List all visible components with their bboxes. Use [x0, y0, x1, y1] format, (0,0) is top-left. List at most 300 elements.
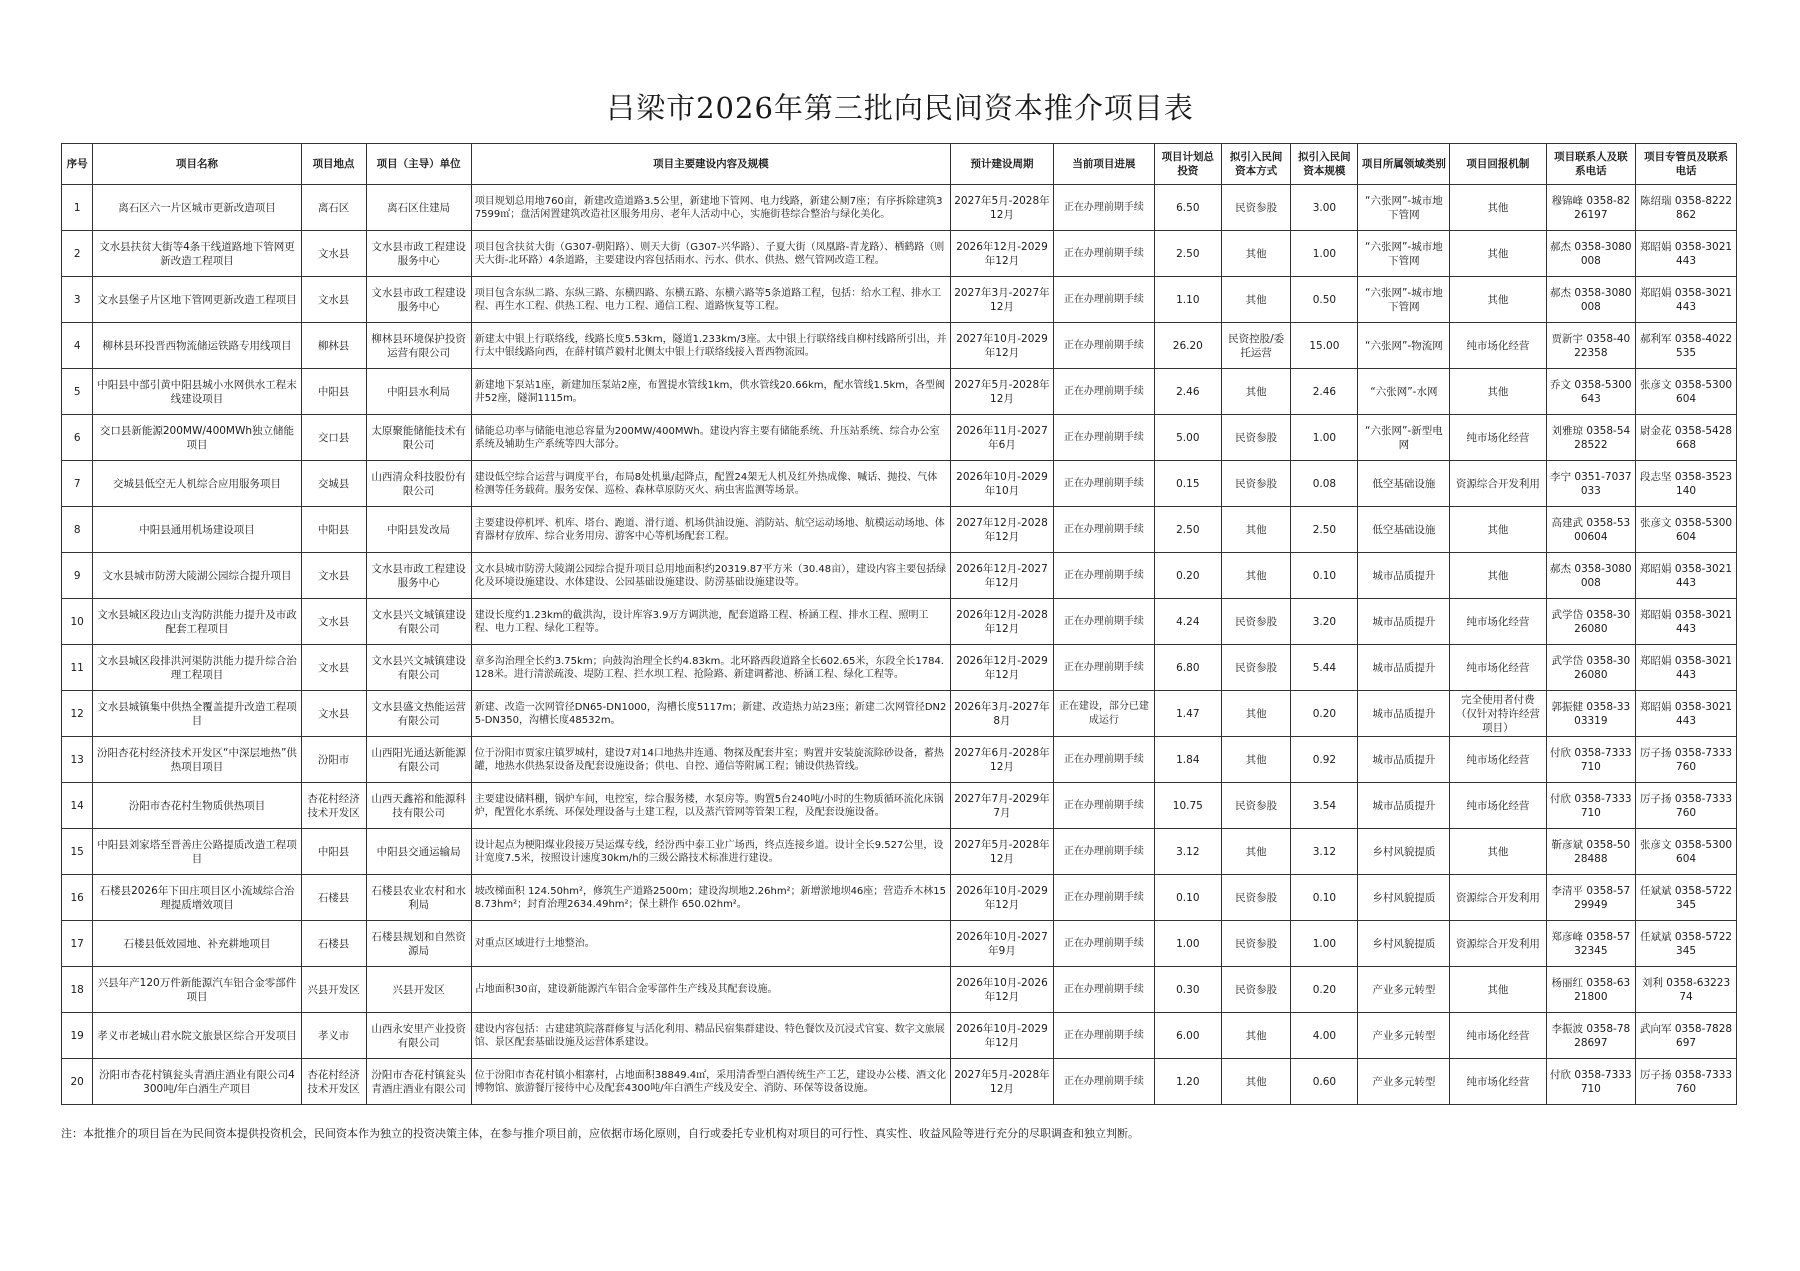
- header-index: 序号: [62, 144, 93, 185]
- cell-manager: 郑昭娟 0358-3021443: [1636, 599, 1737, 645]
- cell-field: 产业多元转型: [1358, 1013, 1450, 1059]
- table-row: [62, 323, 1737, 369]
- header-manager: 项目专管员及联系电话: [1636, 144, 1737, 185]
- cell-manager: 郑昭娟 0358-3021443: [1636, 231, 1737, 277]
- cell-lead-unit: 石楼县规划和自然资源局: [366, 921, 471, 967]
- cell-location: 交口县: [301, 415, 366, 461]
- cell-content: 坡改梯面积 124.50hm²，修筑生产道路2500m；建设沟坝地2.26hm²；新增淤地坝46座；营造乔木林158.73hm²；封育治理2634.49hm²；保土耕作 650.02hm²。: [471, 875, 950, 921]
- cell-return: 完全使用者付费（仅针对特许经营项目）: [1450, 691, 1546, 737]
- cell-lead-unit: 离石区住建局: [366, 185, 471, 231]
- cell-content: 储能总功率与储能电池总容量为200MW/400MWh。建设内容主要有储能系统、升压站系统、综合办公室系统及辅助生产系统等四大部分。: [471, 415, 950, 461]
- cell-field: “六张网”-水网: [1358, 369, 1450, 415]
- cell-return: 纯市场化经营: [1450, 737, 1546, 783]
- cell-manager: 厉子扬 0358-7333760: [1636, 1059, 1737, 1105]
- cell-location: 文水县: [301, 277, 366, 323]
- cell-manager: 厉子扬 0358-7333760: [1636, 737, 1737, 783]
- cell-contact: 高建武 0358-5300604: [1546, 507, 1636, 553]
- cell-return: 其他: [1450, 507, 1546, 553]
- cell-field: 城市品质提升: [1358, 691, 1450, 737]
- cell-manager: 郑昭娟 0358-3021443: [1636, 691, 1737, 737]
- cell-index: 17: [62, 921, 93, 967]
- table-row: [62, 1013, 1737, 1059]
- cell-field: 低空基础设施: [1358, 461, 1450, 507]
- cell-lead-unit: 太原聚能储能技术有限公司: [366, 415, 471, 461]
- cell-index: 15: [62, 829, 93, 875]
- cell-index: 12: [62, 691, 93, 737]
- cell-progress: 正在办理前期手续: [1053, 737, 1154, 783]
- cell-project-name: 汾阳市杏花村生物质供热项目: [93, 783, 301, 829]
- cell-lead-unit: 文水县市政工程建设服务中心: [366, 277, 471, 323]
- cell-progress: 正在办理前期手续: [1053, 1059, 1154, 1105]
- cell-manager: 武向军 0358-7828697: [1636, 1013, 1737, 1059]
- cell-index: 13: [62, 737, 93, 783]
- cell-manager: 厉子扬 0358-7333760: [1636, 783, 1737, 829]
- cell-return: 其他: [1450, 277, 1546, 323]
- cell-progress: 正在办理前期手续: [1053, 185, 1154, 231]
- cell-capital-scale: 3.20: [1291, 599, 1358, 645]
- cell-period: 2027年5月-2028年12月: [950, 1059, 1053, 1105]
- cell-project-name: 孝义市老城山君水院文旅景区综合开发项目: [93, 1013, 301, 1059]
- cell-manager: 郝利军 0358-4022535: [1636, 323, 1737, 369]
- cell-lead-unit: 柳林县环境保护投资运营有限公司: [366, 323, 471, 369]
- cell-content: 文水县城市防涝大陵湖公园综合提升项目总用地面积约20319.87平方米（30.48亩），建设内容主要包括绿化及环境设施建设、水体建设、公园基础设施建设、防涝基础设施建设等。: [471, 553, 950, 599]
- cell-capital-scale: 3.00: [1291, 185, 1358, 231]
- cell-lead-unit: 文水县兴文城镇建设有限公司: [366, 645, 471, 691]
- header-period: 预计建设周期: [950, 144, 1053, 185]
- cell-period: 2026年12月-2027年12月: [950, 553, 1053, 599]
- cell-index: 9: [62, 553, 93, 599]
- cell-location: 杏花村经济技术开发区: [301, 783, 366, 829]
- cell-capital-scale: 1.00: [1291, 415, 1358, 461]
- cell-index: 8: [62, 507, 93, 553]
- cell-manager: 郑昭娟 0358-3021443: [1636, 277, 1737, 323]
- table-row: [62, 967, 1737, 1013]
- cell-contact: 付欣 0358-7333710: [1546, 783, 1636, 829]
- cell-contact: 郭振健 0358-3303319: [1546, 691, 1636, 737]
- header-capital-method: 拟引入民间资本方式: [1221, 144, 1290, 185]
- cell-capital-method: 其他: [1221, 369, 1290, 415]
- cell-project-name: 中阳县刘家塔至晋善庄公路提质改造工程项目: [93, 829, 301, 875]
- cell-period: 2027年5月-2028年12月: [950, 369, 1053, 415]
- cell-lead-unit: 汾阳市杏花村镇瓮头青酒庄酒业有限公司: [366, 1059, 471, 1105]
- cell-project-name: 文水县堡子片区地下管网更新改造工程项目: [93, 277, 301, 323]
- cell-progress: 正在建设，部分已建成运行: [1053, 691, 1154, 737]
- cell-manager: 刘利 0358-6322374: [1636, 967, 1737, 1013]
- cell-period: 2026年10月-2029年12月: [950, 1013, 1053, 1059]
- cell-progress: 正在办理前期手续: [1053, 277, 1154, 323]
- cell-progress: 正在办理前期手续: [1053, 783, 1154, 829]
- header-capital-scale: 拟引入民间资本规模: [1291, 144, 1358, 185]
- cell-progress: 正在办理前期手续: [1053, 599, 1154, 645]
- cell-lead-unit: 文水县盛文热能运营有限公司: [366, 691, 471, 737]
- cell-field: 产业多元转型: [1358, 1059, 1450, 1105]
- cell-contact: 刘雅琼 0358-5428522: [1546, 415, 1636, 461]
- cell-content: 建设低空综合运营与调度平台，布局8处机巢/起降点，配置24架无人机及红外热成像、喊话、抛投、气体检测等任务载荷。服务安保、巡检、森林草原防灭火、病虫害监测等场景。: [471, 461, 950, 507]
- cell-manager: 张彦文 0358-5300604: [1636, 507, 1737, 553]
- header-lead-unit: 项目（主导）单位: [366, 144, 471, 185]
- cell-lead-unit: 文水县市政工程建设服务中心: [366, 231, 471, 277]
- cell-progress: 正在办理前期手续: [1053, 645, 1154, 691]
- cell-location: 杏花村经济技术开发区: [301, 1059, 366, 1105]
- table-row: [62, 1059, 1737, 1105]
- cell-progress: 正在办理前期手续: [1053, 507, 1154, 553]
- cell-investment: 1.20: [1154, 1059, 1221, 1105]
- cell-capital-scale: 1.00: [1291, 231, 1358, 277]
- cell-investment: 6.80: [1154, 645, 1221, 691]
- cell-location: 离石区: [301, 185, 366, 231]
- cell-contact: 郝杰 0358-3080008: [1546, 553, 1636, 599]
- header-location: 项目地点: [301, 144, 366, 185]
- cell-contact: 郑彦峰 0358-5732345: [1546, 921, 1636, 967]
- cell-progress: 正在办理前期手续: [1053, 415, 1154, 461]
- cell-field: 城市品质提升: [1358, 599, 1450, 645]
- cell-investment: 0.15: [1154, 461, 1221, 507]
- cell-progress: 正在办理前期手续: [1053, 967, 1154, 1013]
- cell-return: 纯市场化经营: [1450, 323, 1546, 369]
- cell-field: “六张网”-城市地下管网: [1358, 231, 1450, 277]
- cell-capital-scale: 3.54: [1291, 783, 1358, 829]
- cell-content: 新建太中银上行联络线，线路长度5.53km，隧道1.233km/3座。太中银上行联络线自柳村线路所引出，并行太中银线路向西，在薛村镇芦毅村北侧太中银上行联络线接入晋西物流园。: [471, 323, 950, 369]
- cell-progress: 正在办理前期手续: [1053, 553, 1154, 599]
- cell-lead-unit: 文水县兴文城镇建设有限公司: [366, 599, 471, 645]
- cell-content: 项目规划总用地760亩，新建改造道路3.5公里，新建地下管网、电力线路，新建公厕7座；有序拆除建筑37599㎡；盘活闲置建筑改造社区服务用房、老年人活动中心，实施街巷综合整治与绿化美化。: [471, 185, 950, 231]
- cell-project-name: 石楼县低效园地、补充耕地项目: [93, 921, 301, 967]
- cell-period: 2026年10月-2026年12月: [950, 967, 1053, 1013]
- cell-return: 纯市场化经营: [1450, 645, 1546, 691]
- cell-content: 建设长度约1.23km的截洪沟，设计库容3.9万方调洪池，配套道路工程、桥涵工程、排水工程、照明工程、电力工程、绿化工程等。: [471, 599, 950, 645]
- cell-project-name: 文水县城区段排洪河渠防洪能力提升综合治理工程项目: [93, 645, 301, 691]
- cell-lead-unit: 山西清众科技股份有限公司: [366, 461, 471, 507]
- cell-contact: 郝杰 0358-3080008: [1546, 231, 1636, 277]
- project-table: [61, 143, 1737, 1105]
- cell-investment: 4.24: [1154, 599, 1221, 645]
- cell-progress: 正在办理前期手续: [1053, 461, 1154, 507]
- cell-manager: 尉金花 0358-5428668: [1636, 415, 1737, 461]
- cell-contact: 靳彦斌 0358-5028488: [1546, 829, 1636, 875]
- cell-content: 新建、改造一次网管径DN65-DN1000，沟槽长度5117m；新建、改造热力站23座；新建二次网管径DN25-DN350，沟槽长度48532m。: [471, 691, 950, 737]
- footnote: 注：本批推介的项目旨在为民间资本提供投资机会，民间资本作为独立的投资决策主体，在参与推介项目前，应依据市场化原则，自行或委托专业机构对项目的可行性、真实性、收益风险等进行充分的尽职调查和独立判断。: [61, 1127, 1139, 1140]
- cell-manager: 张彦文 0358-5300604: [1636, 369, 1737, 415]
- cell-capital-method: 其他: [1221, 277, 1290, 323]
- table-row: [62, 553, 1737, 599]
- cell-capital-method: 其他: [1221, 507, 1290, 553]
- cell-index: 2: [62, 231, 93, 277]
- cell-capital-scale: 2.46: [1291, 369, 1358, 415]
- cell-lead-unit: 山西天鑫裕和能源科技有限公司: [366, 783, 471, 829]
- cell-return: 其他: [1450, 829, 1546, 875]
- cell-capital-method: 其他: [1221, 1013, 1290, 1059]
- cell-location: 文水县: [301, 553, 366, 599]
- cell-field: 产业多元转型: [1358, 967, 1450, 1013]
- cell-period: 2026年11月-2027年6月: [950, 415, 1053, 461]
- cell-project-name: 汾阳市杏花村镇瓮头青酒庄酒业有限公司4300吨/年白酒生产项目: [93, 1059, 301, 1105]
- table-row: [62, 691, 1737, 737]
- cell-project-name: 文水县扶贫大街等4条干线道路地下管网更新改造工程项目: [93, 231, 301, 277]
- cell-manager: 郑昭娟 0358-3021443: [1636, 553, 1737, 599]
- cell-investment: 3.12: [1154, 829, 1221, 875]
- cell-location: 交城县: [301, 461, 366, 507]
- cell-location: 文水县: [301, 691, 366, 737]
- cell-manager: 郑昭娟 0358-3021443: [1636, 645, 1737, 691]
- cell-contact: 李清平 0358-5729949: [1546, 875, 1636, 921]
- cell-capital-scale: 0.20: [1291, 967, 1358, 1013]
- table-row: [62, 829, 1737, 875]
- cell-investment: 5.00: [1154, 415, 1221, 461]
- cell-lead-unit: 中阳县水利局: [366, 369, 471, 415]
- table-row: [62, 415, 1737, 461]
- cell-contact: 付欣 0358-7333710: [1546, 737, 1636, 783]
- cell-return: 纯市场化经营: [1450, 415, 1546, 461]
- cell-location: 中阳县: [301, 507, 366, 553]
- cell-index: 16: [62, 875, 93, 921]
- cell-manager: 任斌斌 0358-5722345: [1636, 875, 1737, 921]
- cell-investment: 0.30: [1154, 967, 1221, 1013]
- cell-capital-method: 民资参股: [1221, 921, 1290, 967]
- cell-lead-unit: 石楼县农业农村和水利局: [366, 875, 471, 921]
- cell-period: 2026年10月-2029年12月: [950, 875, 1053, 921]
- cell-lead-unit: 中阳县发改局: [366, 507, 471, 553]
- cell-capital-scale: 0.60: [1291, 1059, 1358, 1105]
- cell-lead-unit: 文水县市政工程建设服务中心: [366, 553, 471, 599]
- cell-investment: 26.20: [1154, 323, 1221, 369]
- cell-period: 2026年12月-2028年12月: [950, 599, 1053, 645]
- cell-contact: 穆锦峰 0358-8226197: [1546, 185, 1636, 231]
- table-row: [62, 645, 1737, 691]
- cell-project-name: 文水县城区段边山支沟防洪能力提升及市政配套工程项目: [93, 599, 301, 645]
- cell-return: 其他: [1450, 369, 1546, 415]
- cell-progress: 正在办理前期手续: [1053, 323, 1154, 369]
- table-body: [62, 185, 1737, 1105]
- cell-return: 其他: [1450, 185, 1546, 231]
- cell-capital-scale: 3.12: [1291, 829, 1358, 875]
- cell-manager: 陈绍瑞 0358-8222862: [1636, 185, 1737, 231]
- cell-contact: 李宁 0351-7037033: [1546, 461, 1636, 507]
- cell-capital-scale: 4.00: [1291, 1013, 1358, 1059]
- cell-capital-scale: 0.10: [1291, 553, 1358, 599]
- table-row: [62, 507, 1737, 553]
- cell-manager: 段志坚 0358-3523140: [1636, 461, 1737, 507]
- cell-capital-method: 民资参股: [1221, 415, 1290, 461]
- cell-field: “六张网”-城市地下管网: [1358, 185, 1450, 231]
- table-row: [62, 875, 1737, 921]
- cell-return: 资源综合开发利用: [1450, 921, 1546, 967]
- header-progress: 当前项目进展: [1053, 144, 1154, 185]
- cell-index: 5: [62, 369, 93, 415]
- cell-period: 2027年3月-2027年12月: [950, 277, 1053, 323]
- header-project-name: 项目名称: [93, 144, 301, 185]
- cell-capital-method: 民资参股: [1221, 875, 1290, 921]
- cell-investment: 6.00: [1154, 1013, 1221, 1059]
- cell-capital-scale: 15.00: [1291, 323, 1358, 369]
- cell-content: 新建地下泵站1座，新建加压泵站2座，布置提水管线1km，供水管线20.66km，配水管线1.5km，各型阀井52座，隧洞1115m。: [471, 369, 950, 415]
- cell-content: 建设内容包括：古建建筑院落群修复与活化利用、精品民宿集群建设、特色餐饮及沉浸式官宴、数字文旅展馆、景区配套基础设施及运营体系建设。: [471, 1013, 950, 1059]
- cell-investment: 6.50: [1154, 185, 1221, 231]
- cell-content: 项目包含东纵二路、东纵三路、东横四路、东横五路、东横六路等5条道路工程，包括：给水工程、排水工程、再生水工程、供热工程、电力工程、通信工程、道路恢复等工程。: [471, 277, 950, 323]
- cell-contact: 付欣 0358-7333710: [1546, 1059, 1636, 1105]
- cell-location: 中阳县: [301, 369, 366, 415]
- cell-contact: 杨丽红 0358-6321800: [1546, 967, 1636, 1013]
- cell-field: 城市品质提升: [1358, 553, 1450, 599]
- cell-capital-scale: 5.44: [1291, 645, 1358, 691]
- cell-period: 2027年5月-2028年12月: [950, 829, 1053, 875]
- cell-contact: 武学岱 0358-3026080: [1546, 645, 1636, 691]
- cell-capital-scale: 2.50: [1291, 507, 1358, 553]
- cell-content: 设计起点为梗阳煤业段接万昊运煤专线，经汾西中泰工业广场西，终点连接乡道。设计全长9.527公里，设计宽度7.5米，按照设计速度30km/h的三级公路技术标准进行建设。: [471, 829, 950, 875]
- table-row: [62, 921, 1737, 967]
- cell-content: 对重点区域进行土地整治。: [471, 921, 950, 967]
- cell-location: 柳林县: [301, 323, 366, 369]
- cell-capital-method: 民资参股: [1221, 461, 1290, 507]
- cell-investment: 10.75: [1154, 783, 1221, 829]
- cell-project-name: 柳林县环投晋西物流储运铁路专用线项目: [93, 323, 301, 369]
- cell-capital-method: 其他: [1221, 829, 1290, 875]
- cell-investment: 2.46: [1154, 369, 1221, 415]
- cell-contact: 郝杰 0358-3080008: [1546, 277, 1636, 323]
- cell-field: 乡村风貌提质: [1358, 829, 1450, 875]
- cell-location: 石楼县: [301, 921, 366, 967]
- cell-index: 14: [62, 783, 93, 829]
- cell-content: 章多沟治理全长约3.75km；向鼓沟治理全长约4.83km。北环路西段道路全长602.65米，东段全长1784.128米。进行清淤疏浚、堤防工程、拦水坝工程、抢险路、新建调蓄池、桥涵工程、绿化工程等。: [471, 645, 950, 691]
- cell-period: 2027年5月-2028年12月: [950, 185, 1053, 231]
- cell-return: 纯市场化经营: [1450, 1059, 1546, 1105]
- cell-return: 其他: [1450, 231, 1546, 277]
- cell-project-name: 文水县城市防涝大陵湖公园综合提升项目: [93, 553, 301, 599]
- cell-location: 兴县开发区: [301, 967, 366, 1013]
- page-title: 吕梁市2026年第三批向民间资本推介项目表: [606, 91, 1194, 125]
- cell-lead-unit: 山西阳光通达新能源有限公司: [366, 737, 471, 783]
- cell-project-name: 交城县低空无人机综合应用服务项目: [93, 461, 301, 507]
- cell-capital-scale: 0.10: [1291, 875, 1358, 921]
- cell-field: 城市品质提升: [1358, 645, 1450, 691]
- cell-project-name: 中阳县中部引黄中阳县城小水网供水工程末线建设项目: [93, 369, 301, 415]
- cell-field: “六张网”-物流网: [1358, 323, 1450, 369]
- cell-period: 2027年7月-2029年7月: [950, 783, 1053, 829]
- header-field: 项目所属领域类别: [1358, 144, 1450, 185]
- cell-investment: 2.50: [1154, 231, 1221, 277]
- cell-lead-unit: 山西永安里产业投资有限公司: [366, 1013, 471, 1059]
- cell-progress: 正在办理前期手续: [1053, 921, 1154, 967]
- cell-capital-method: 民资参股: [1221, 783, 1290, 829]
- cell-location: 中阳县: [301, 829, 366, 875]
- cell-location: 文水县: [301, 645, 366, 691]
- cell-capital-scale: 0.20: [1291, 691, 1358, 737]
- cell-investment: 1.10: [1154, 277, 1221, 323]
- cell-manager: 张彦文 0358-5300604: [1636, 829, 1737, 875]
- cell-investment: 0.20: [1154, 553, 1221, 599]
- cell-location: 文水县: [301, 599, 366, 645]
- cell-period: 2027年12月-2028年12月: [950, 507, 1053, 553]
- cell-field: 城市品质提升: [1358, 737, 1450, 783]
- table-row: [62, 599, 1737, 645]
- cell-project-name: 离石区六一片区城市更新改造项目: [93, 185, 301, 231]
- header-investment: 项目计划总投资: [1154, 144, 1221, 185]
- cell-capital-scale: 0.08: [1291, 461, 1358, 507]
- cell-field: “六张网”-城市地下管网: [1358, 277, 1450, 323]
- cell-field: 城市品质提升: [1358, 783, 1450, 829]
- table-row: [62, 185, 1737, 231]
- cell-investment: 1.84: [1154, 737, 1221, 783]
- cell-contact: 贾新宇 0358-4022358: [1546, 323, 1636, 369]
- cell-capital-method: 民资控股/委托运营: [1221, 323, 1290, 369]
- cell-progress: 正在办理前期手续: [1053, 369, 1154, 415]
- cell-project-name: 中阳县通用机场建设项目: [93, 507, 301, 553]
- cell-capital-method: 民资参股: [1221, 645, 1290, 691]
- cell-investment: 0.10: [1154, 875, 1221, 921]
- cell-period: 2026年12月-2029年12月: [950, 231, 1053, 277]
- cell-capital-scale: 0.92: [1291, 737, 1358, 783]
- cell-period: 2026年10月-2029年10月: [950, 461, 1053, 507]
- cell-content: 占地面积30亩，建设新能源汽车铝合金零部件生产线及其配套设施。: [471, 967, 950, 1013]
- cell-period: 2026年12月-2029年12月: [950, 645, 1053, 691]
- cell-index: 4: [62, 323, 93, 369]
- cell-content: 项目包含扶贫大街（G307-朝阳路）、则天大街（G307-兴华路）、子夏大街（凤凰路-青龙路）、栖鹤路（则天大街-北环路）4条道路，主要建设内容包括雨水、污水、供水、供热、燃气管网改造工程。: [471, 231, 950, 277]
- cell-progress: 正在办理前期手续: [1053, 829, 1154, 875]
- header-return: 项目回报机制: [1450, 144, 1546, 185]
- cell-field: “六张网”-新型电网: [1358, 415, 1450, 461]
- cell-capital-method: 其他: [1221, 553, 1290, 599]
- cell-investment: 2.50: [1154, 507, 1221, 553]
- cell-lead-unit: 兴县开发区: [366, 967, 471, 1013]
- table-header-row: [62, 144, 1737, 185]
- cell-content: 主要建设储料棚，锅炉车间，电控室，综合服务楼，水泵房等。购置5台240吨/小时的生物质循环流化床锅炉，配置化水系统、环保处理设备与土建工程，以及蒸汽管网等管架工程，及配套设施设备。: [471, 783, 950, 829]
- cell-location: 孝义市: [301, 1013, 366, 1059]
- cell-content: 位于汾阳市杏花村镇小相寨村，占地面积38849.4㎡，采用清香型白酒传统生产工艺，建设办公楼、酒文化博物馆、旅游餐厅接待中心及配套4300吨/年白酒生产线及安全、消防、环保等设备设施。: [471, 1059, 950, 1105]
- cell-index: 20: [62, 1059, 93, 1105]
- cell-index: 18: [62, 967, 93, 1013]
- cell-period: 2027年6月-2028年12月: [950, 737, 1053, 783]
- cell-project-name: 文水县城镇集中供热全覆盖提升改造工程项目: [93, 691, 301, 737]
- table-row: [62, 783, 1737, 829]
- cell-capital-method: 民资参股: [1221, 967, 1290, 1013]
- cell-capital-scale: 0.50: [1291, 277, 1358, 323]
- cell-index: 10: [62, 599, 93, 645]
- cell-return: 资源综合开发利用: [1450, 875, 1546, 921]
- cell-investment: 1.00: [1154, 921, 1221, 967]
- cell-location: 石楼县: [301, 875, 366, 921]
- cell-field: 乡村风貌提质: [1358, 921, 1450, 967]
- cell-index: 3: [62, 277, 93, 323]
- cell-content: 主要建设停机坪、机库、塔台、跑道、滑行道、机场供油设施、消防站、航空运动场地、航模运动场地、体育器材存放库、综合业务用房、游客中心等机场配套工程。: [471, 507, 950, 553]
- cell-return: 纯市场化经营: [1450, 783, 1546, 829]
- cell-content: 位于汾阳市贾家庄镇罗城村，建设7对14口地热井连通、物探及配套井室；购置并安装旋流除砂设备，蓄热罐，地热水供热泵设备及配套设施设备；供电、自控、通信等附属工程；铺设供热管线。: [471, 737, 950, 783]
- cell-project-name: 兴县年产120万件新能源汽车铝合金零部件项目: [93, 967, 301, 1013]
- header-contact: 项目联系人及联系电话: [1546, 144, 1636, 185]
- cell-index: 11: [62, 645, 93, 691]
- table-row: [62, 277, 1737, 323]
- cell-period: 2026年10月-2027年9月: [950, 921, 1053, 967]
- cell-location: 文水县: [301, 231, 366, 277]
- cell-index: 7: [62, 461, 93, 507]
- cell-return: 其他: [1450, 553, 1546, 599]
- cell-capital-method: 民资参股: [1221, 185, 1290, 231]
- cell-investment: 1.47: [1154, 691, 1221, 737]
- table-row: [62, 369, 1737, 415]
- cell-period: 2026年3月-2027年8月: [950, 691, 1053, 737]
- cell-progress: 正在办理前期手续: [1053, 1013, 1154, 1059]
- cell-capital-method: 其他: [1221, 737, 1290, 783]
- cell-period: 2027年10月-2029年12月: [950, 323, 1053, 369]
- cell-capital-method: 民资参股: [1221, 599, 1290, 645]
- cell-field: 低空基础设施: [1358, 507, 1450, 553]
- cell-project-name: 汾阳杏花村经济技术开发区“中深层地热”供热项目项目: [93, 737, 301, 783]
- cell-progress: 正在办理前期手续: [1053, 231, 1154, 277]
- cell-capital-method: 其他: [1221, 691, 1290, 737]
- cell-index: 1: [62, 185, 93, 231]
- cell-contact: 武学岱 0358-3026080: [1546, 599, 1636, 645]
- cell-lead-unit: 中阳县交通运输局: [366, 829, 471, 875]
- cell-return: 资源综合开发利用: [1450, 461, 1546, 507]
- cell-capital-method: 其他: [1221, 231, 1290, 277]
